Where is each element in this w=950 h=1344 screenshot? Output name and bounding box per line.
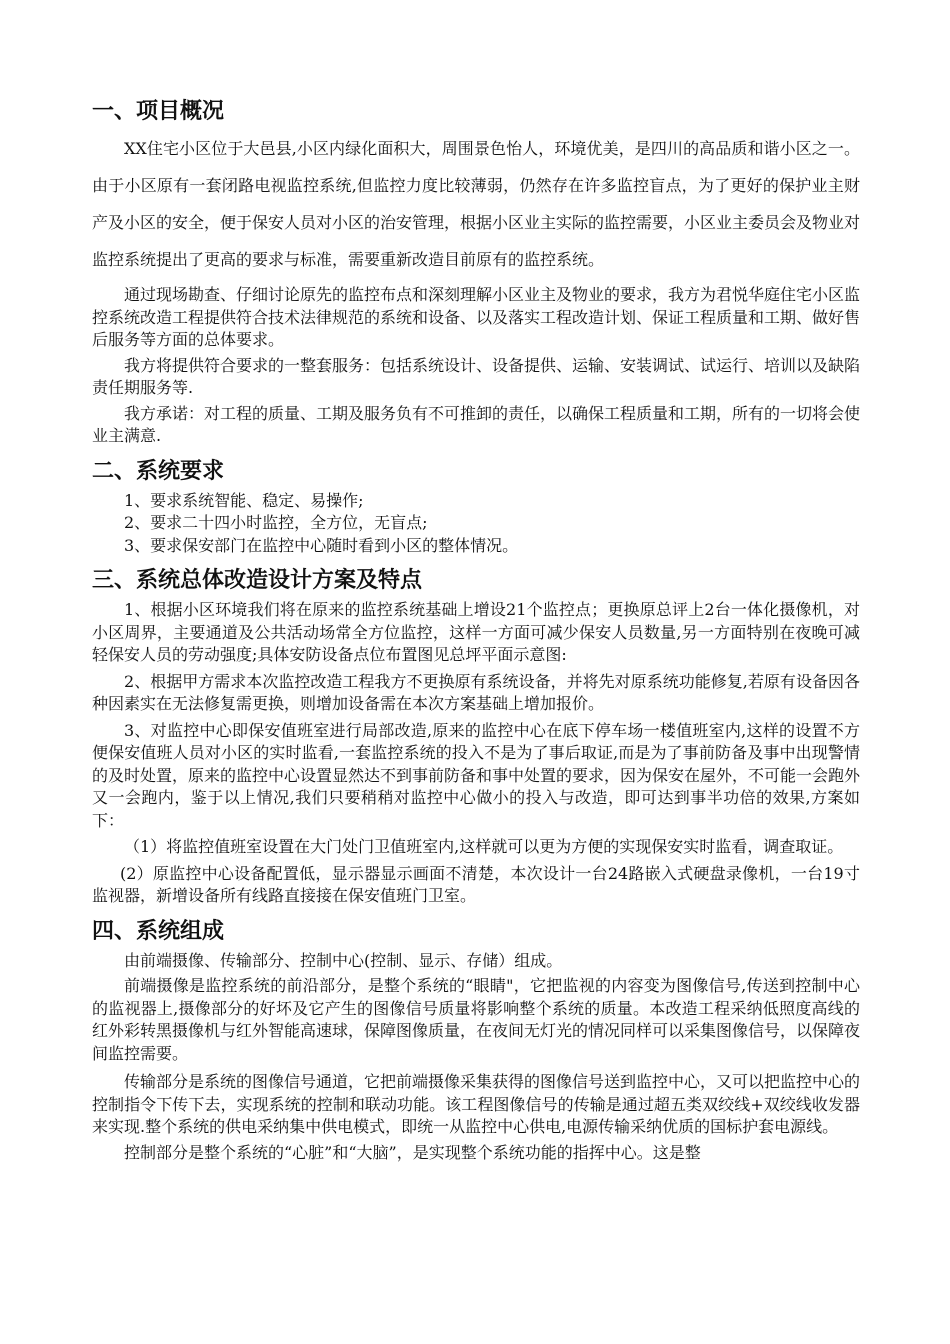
overview-paragraph-4: 我方承诺：对工程的质量、工期及服务负有不可推卸的责任，以确保工程质量和工期，所有的一切将会使业主满意. [92, 403, 861, 445]
composition-paragraph-3: 传输部分是系统的图像信号通道，它把前端摄像采集获得的图像信号送到监控中心，又可以把监控中心的控制指令下传下去，实现系统的控制和联动功能。该工程图像信号的传输是通过超五类双绞线+双绞线收发器来实现.整个系统的供电采纳集中供电模式，即统一从监控中心供电,电源传输采纳优质的国标护套电源线。 [92, 1072, 861, 1136]
composition-paragraph-2: 前端摄像是监控系统的前沿部分，是整个系统的“眼睛"，它把监视的内容变为图像信号,传送到控制中心的监视器上,摄像部分的好坏及它产生的图像信号质量将影响整个系统的质量。本改造工程采纳低照度高线的红外彩转黑摄像机与红外智能高速球，保障图像质量，在夜间无灯光的情况同样可以采集图像信号，以保障夜间监控需要。 [92, 976, 861, 1063]
design-paragraph-1: 1、根据小区环境我们将在原来的监控系统基础上增设21个监控点；更换原总评上2台一体化摄像机，对小区周界，主要通道及公共活动场常全方位监控，这样一方面可减少保安人员数量,另一方面特别在夜晚可减轻保安人员的劳动强度;具体安防设备点位布置图见总坪平面示意图: [92, 600, 860, 664]
section-heading-design: 三、系统总体改造设计方案及特点 [92, 568, 423, 593]
overview-paragraph-2: 通过现场勘查、仔细讨论原先的监控布点和深刻理解小区业主及物业的要求，我方为君悦华庭住宅小区监控系统改造工程提供符合技术法律规范的系统和设备、以及落实工程改造计划、保证工程质量和工期、做好售后服务等方面的总体要求。 [92, 285, 861, 349]
composition-paragraph-4: 控制部分是整个系统的“心脏”和“大脑”，是实现整个系统功能的指挥中心。这是整 [124, 1142, 701, 1162]
section-heading-overview: 一、项目概况 [92, 99, 225, 124]
requirement-item-2: 2、要求二十四小时监控，全方位，无盲点; [124, 513, 428, 532]
overview-paragraph-3: 我方将提供符合要求的一整套服务：包括系统设计、设备提供、运输、安装调试、试运行、培训以及缺陷责任期服务等. [92, 355, 861, 397]
design-paragraph-2: 2、根据甲方需求本次监控改造工程我方不更换原有系统设备，并将先对原系统功能修复,若原有设备因各种因素实在无法修复需更换，则增加设备需在本次方案基础上增加报价。 [92, 671, 860, 713]
section-heading-requirements: 二、系统要求 [92, 458, 225, 484]
overview-paragraph-1: XX住宅小区位于大邑县,小区内绿化面积大，周围景色怡人，环境优美，是四川的高品质和谐小区之一。由于小区原有一套闭路电视监控系统,但监控力度比较薄弱，仍然存在许多监控盲点，为了更好的保护业主财产及小区的安全，便于保安人员对小区的治安管理，根据小区业主实际的监控需要，小区业主委员会及物业对监控系统提出了更高的要求与标准，需要重新改造目前原有的监控系统。 [92, 139, 861, 269]
design-paragraph-5: (2）原监控中心设备配置低，显示器显示画面不清楚，本次设计一台24路嵌入式硬盘录像机，一台19寸监视器，新增设备所有线路直接接在保安值班门卫室。 [92, 863, 860, 905]
requirement-item-3: 3、要求保安部门在监控中心随时看到小区的整体情况。 [124, 535, 519, 555]
document-page [92, 96, 860, 1164]
design-paragraph-3: 3、对监控中心即保安值班室进行局部改造,原来的监控中心在底下停车场一楼值班室内,这样的设置不方便保安值班人员对小区的实时监看,一套监控系统的投入不是为了事后取证,而是为了事前防备及事中出现警情的及时处置，原来的监控中心设置显然达不到事前防备和事中处置的要求，因为保安在屋外，不可能一会跑外又一会跑内，鉴于以上情况,我们只要稍稍对监控中心做小的投入与改造，即可达到事半功倍的效果,方案如下： [92, 720, 861, 830]
design-paragraph-4: （1）将监控值班室设置在大门处门卫值班室内,这样就可以更为方便的实现保安实时监看，调查取证。 [124, 837, 844, 856]
composition-paragraph-1: 由前端摄像、传输部分、控制中心(控制、显示、存储）组成。 [124, 950, 563, 970]
requirement-item-1: 1、要求系统智能、稳定、易操作; [124, 490, 364, 510]
section-heading-composition: 四、系统组成 [92, 918, 225, 944]
